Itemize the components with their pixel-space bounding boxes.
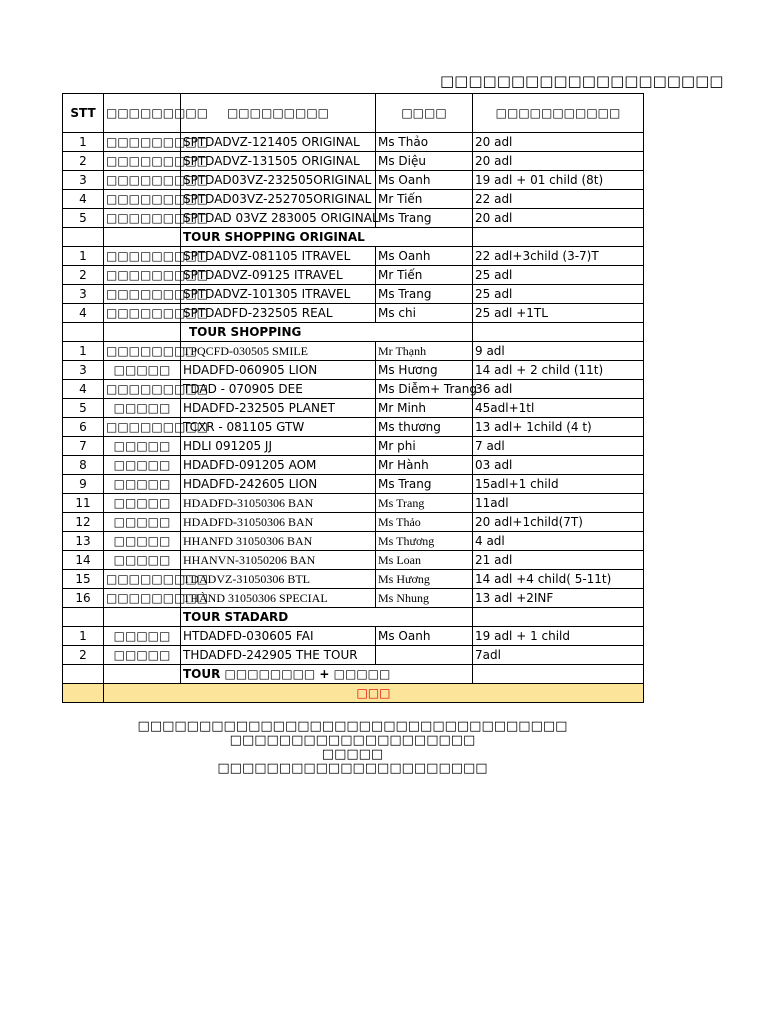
cell-type: □□□□□ — [104, 494, 181, 513]
cell-pax: 22 adl+3child (3-7)T — [473, 247, 644, 266]
table-row — [63, 589, 644, 608]
section-blank-cell — [63, 228, 104, 247]
cell-type: □□□□□ — [104, 456, 181, 475]
table-row — [63, 551, 644, 570]
cell-type: □□□□□□□□□ — [104, 380, 181, 399]
cell-tour-code: TPQCFD-030505 SMILE — [181, 342, 376, 361]
cell-stt: 4 — [63, 380, 104, 399]
sheet-title: □□□□□□□□□□□□□□□□□□□□ — [440, 72, 724, 90]
cell-guide: Ms Thảo — [376, 513, 473, 532]
section-row — [63, 665, 644, 684]
table-row — [63, 190, 644, 209]
section-blank-cell — [473, 608, 644, 627]
cell-tour-code: SPTDAD 03VZ 283005 ORIGINAL — [181, 209, 376, 228]
cell-guide: Mr Tiến — [376, 190, 473, 209]
table-row — [63, 418, 644, 437]
section-blank-cell — [104, 228, 181, 247]
cell-pax: 20 adl — [473, 209, 644, 228]
table-row — [63, 342, 644, 361]
table-row — [63, 152, 644, 171]
cell-type: □□□□□□□□□ — [104, 190, 181, 209]
cell-pax: 20 adl+1child(7T) — [473, 513, 644, 532]
cell-pax: 25 adl — [473, 266, 644, 285]
table-row — [63, 494, 644, 513]
cell-stt: 11 — [63, 494, 104, 513]
cell-stt: 2 — [63, 152, 104, 171]
cell-pax: 22 adl — [473, 190, 644, 209]
cell-stt: 4 — [63, 304, 104, 323]
cell-pax: 14 adl +4 child( 5-11t) — [473, 570, 644, 589]
total-blank-cell — [63, 684, 104, 703]
cell-guide: Mr Tiến — [376, 266, 473, 285]
cell-type: □□□□□ — [104, 513, 181, 532]
section-label: TOUR STADARD — [181, 608, 473, 627]
section-row — [63, 228, 644, 247]
cell-type: □□□□□□□□□ — [104, 418, 181, 437]
footer-notes — [62, 720, 643, 776]
cell-type: □□□□□□□□□ — [104, 209, 181, 228]
cell-guide: Ms chi — [376, 304, 473, 323]
cell-stt: 16 — [63, 589, 104, 608]
table-row — [63, 266, 644, 285]
table-row — [63, 304, 644, 323]
section-blank-cell — [104, 323, 181, 342]
cell-guide: Ms Diễm+ Trang — [376, 380, 473, 399]
cell-stt: 3 — [63, 171, 104, 190]
cell-pax: 25 adl — [473, 285, 644, 304]
tour-table-body — [63, 94, 644, 703]
cell-tour-code: HDADFD-31050306 BAN — [181, 513, 376, 532]
cell-tour-code: SPTDADFD-232505 REAL — [181, 304, 376, 323]
section-blank-cell — [63, 608, 104, 627]
cell-pax: 9 adl — [473, 342, 644, 361]
cell-tour-code: HTDADFD-030605 FAI — [181, 627, 376, 646]
cell-stt: 13 — [63, 532, 104, 551]
table-row — [63, 437, 644, 456]
footer-line: □□□□□□□□□□□□□□□□□□□□□□□□□□□□□□□□□□□ — [137, 719, 568, 734]
cell-tour-code: TDAD - 070905 DEE — [181, 380, 376, 399]
cell-guide: Mr Hành — [376, 456, 473, 475]
table-row — [63, 171, 644, 190]
footer-line: □□□□□□□□□□□□□□□□□□□□□□ — [217, 761, 488, 776]
cell-type: □□□□□ — [104, 475, 181, 494]
cell-guide: Ms Diệu — [376, 152, 473, 171]
cell-pax: 13 adl+ 1child (4 t) — [473, 418, 644, 437]
table-row — [63, 285, 644, 304]
total-label: □□□ — [104, 684, 644, 703]
header-col-4: □□□□ — [376, 94, 473, 133]
section-blank-cell — [63, 323, 104, 342]
cell-guide: Ms Hương — [376, 570, 473, 589]
table-row — [63, 475, 644, 494]
cell-type: □□□□□ — [104, 551, 181, 570]
cell-tour-code: HDADFD-242605 LION — [181, 475, 376, 494]
cell-tour-code: HHANVN-31050206 BAN — [181, 551, 376, 570]
table-row — [63, 380, 644, 399]
table-row — [63, 513, 644, 532]
cell-stt: 15 — [63, 570, 104, 589]
cell-tour-code: HDADFD-091205 AOM — [181, 456, 376, 475]
table-row — [63, 646, 644, 665]
section-label: TOUR SHOPPING ORIGINAL — [181, 228, 473, 247]
header-stt: STT — [63, 94, 104, 133]
table-row — [63, 247, 644, 266]
cell-stt: 9 — [63, 475, 104, 494]
cell-guide: Ms Loan — [376, 551, 473, 570]
header-row — [63, 94, 644, 133]
cell-type: □□□□□ — [104, 627, 181, 646]
cell-pax: 19 adl + 1 child — [473, 627, 644, 646]
cell-type: □□□□□□□□□ — [104, 247, 181, 266]
cell-tour-code: TDADVZ-31050306 BTL — [181, 570, 376, 589]
footer-line: □□□□□ — [321, 747, 384, 762]
cell-guide: Mr Minh — [376, 399, 473, 418]
cell-guide: Mr phi — [376, 437, 473, 456]
header-col-5: □□□□□□□□□□□ — [473, 94, 644, 133]
cell-stt: 5 — [63, 399, 104, 418]
table-row — [63, 532, 644, 551]
cell-guide: Ms Trang — [376, 209, 473, 228]
section-blank-cell — [473, 323, 644, 342]
cell-guide — [376, 646, 473, 665]
section-row — [63, 608, 644, 627]
header-col-2: □□□□□□□□□ — [104, 94, 181, 133]
cell-guide: Ms Oanh — [376, 171, 473, 190]
cell-pax: 7 adl — [473, 437, 644, 456]
total-row — [63, 684, 644, 703]
cell-guide: Ms Hương — [376, 361, 473, 380]
section-blank-cell — [104, 665, 181, 684]
cell-pax: 21 adl — [473, 551, 644, 570]
cell-pax: 14 adl + 2 child (11t) — [473, 361, 644, 380]
cell-type: □□□□□□□□□ — [104, 570, 181, 589]
section-row — [63, 323, 644, 342]
cell-stt: 5 — [63, 209, 104, 228]
cell-pax: 25 adl +1TL — [473, 304, 644, 323]
cell-pax: 7adl — [473, 646, 644, 665]
cell-guide: Ms thương — [376, 418, 473, 437]
cell-guide: Ms Trang — [376, 475, 473, 494]
cell-stt: 6 — [63, 418, 104, 437]
cell-tour-code: HDADFD-31050306 BAN — [181, 494, 376, 513]
cell-guide: Ms Thảo — [376, 133, 473, 152]
cell-pax: 15adl+1 child — [473, 475, 644, 494]
cell-pax: 4 adl — [473, 532, 644, 551]
cell-guide: Ms Nhung — [376, 589, 473, 608]
cell-tour-code: THDADFD-242905 THE TOUR — [181, 646, 376, 665]
cell-stt: 2 — [63, 646, 104, 665]
cell-pax: 11adl — [473, 494, 644, 513]
section-blank-cell — [63, 665, 104, 684]
cell-tour-code: SPTDADVZ-101305 ITRAVEL — [181, 285, 376, 304]
cell-tour-code: SPTDADVZ-081105 ITRAVEL — [181, 247, 376, 266]
header-col-3: □□□□□□□□□ — [181, 94, 376, 133]
cell-tour-code: SPTDADVZ-131505 ORIGINAL — [181, 152, 376, 171]
cell-tour-code: HDADFD-060905 LION — [181, 361, 376, 380]
cell-stt: 2 — [63, 266, 104, 285]
cell-type: □□□□□□□□□ — [104, 304, 181, 323]
cell-pax: 13 adl +2INF — [473, 589, 644, 608]
cell-type: □□□□□□□□□ — [104, 152, 181, 171]
cell-guide: Ms Thương — [376, 532, 473, 551]
cell-type: □□□□□ — [104, 437, 181, 456]
cell-type: □□□□□ — [104, 399, 181, 418]
cell-tour-code: SPTDAD03VZ-252705ORIGINAL — [181, 190, 376, 209]
cell-type: □□□□□□□□□ — [104, 266, 181, 285]
cell-stt: 1 — [63, 133, 104, 152]
table-row — [63, 209, 644, 228]
cell-pax: 20 adl — [473, 152, 644, 171]
cell-stt: 1 — [63, 247, 104, 266]
cell-pax: 45adl+1tl — [473, 399, 644, 418]
cell-type: □□□□□ — [104, 532, 181, 551]
table-row — [63, 133, 644, 152]
table-row — [63, 456, 644, 475]
cell-pax: 19 adl + 01 child (8t) — [473, 171, 644, 190]
section-label: TOUR SHOPPING — [181, 323, 473, 342]
cell-stt: 3 — [63, 361, 104, 380]
cell-stt: 14 — [63, 551, 104, 570]
table-row — [63, 399, 644, 418]
cell-tour-code: TCXR - 081105 GTW — [181, 418, 376, 437]
cell-pax: 20 adl — [473, 133, 644, 152]
section-label: TOUR □□□□□□□□ + □□□□□ — [181, 665, 473, 684]
table-row — [63, 627, 644, 646]
cell-stt: 3 — [63, 285, 104, 304]
footer-line: □□□□□□□□□□□□□□□□□□□□ — [229, 733, 476, 748]
cell-type: □□□□□□□□ — [104, 342, 181, 361]
cell-type: □□□□□□□□□ — [104, 285, 181, 304]
cell-guide: Ms Trang — [376, 285, 473, 304]
cell-stt: 7 — [63, 437, 104, 456]
cell-stt: 1 — [63, 627, 104, 646]
cell-tour-code: SPTDADVZ-09125 ITRAVEL — [181, 266, 376, 285]
cell-stt: 1 — [63, 342, 104, 361]
tour-table — [62, 93, 644, 703]
cell-guide: Mr Thạnh — [376, 342, 473, 361]
cell-guide: Ms Trang — [376, 494, 473, 513]
cell-tour-code: SPTDAD03VZ-232505ORIGINAL — [181, 171, 376, 190]
cell-pax: 36 adl — [473, 380, 644, 399]
table-row — [63, 570, 644, 589]
cell-tour-code: THÀND 31050306 SPECIAL — [181, 589, 376, 608]
cell-guide: Ms Oanh — [376, 247, 473, 266]
cell-tour-code: SPTDADVZ-121405 ORIGINAL — [181, 133, 376, 152]
cell-type: □□□□□□□□□ — [104, 589, 181, 608]
cell-type: □□□□□ — [104, 361, 181, 380]
section-blank-cell — [473, 228, 644, 247]
cell-pax: 03 adl — [473, 456, 644, 475]
cell-tour-code: HDADFD-232505 PLANET — [181, 399, 376, 418]
table-row — [63, 361, 644, 380]
cell-tour-code: HDLI 091205 JJ — [181, 437, 376, 456]
cell-type: □□□□□□□□□ — [104, 133, 181, 152]
cell-stt: 12 — [63, 513, 104, 532]
cell-guide: Ms Oanh — [376, 627, 473, 646]
cell-stt: 8 — [63, 456, 104, 475]
cell-stt: 4 — [63, 190, 104, 209]
cell-type: □□□□□□□□□ — [104, 171, 181, 190]
section-blank-cell — [473, 665, 644, 684]
section-blank-cell — [104, 608, 181, 627]
cell-tour-code: HHANFD 31050306 BAN — [181, 532, 376, 551]
cell-type: □□□□□ — [104, 646, 181, 665]
